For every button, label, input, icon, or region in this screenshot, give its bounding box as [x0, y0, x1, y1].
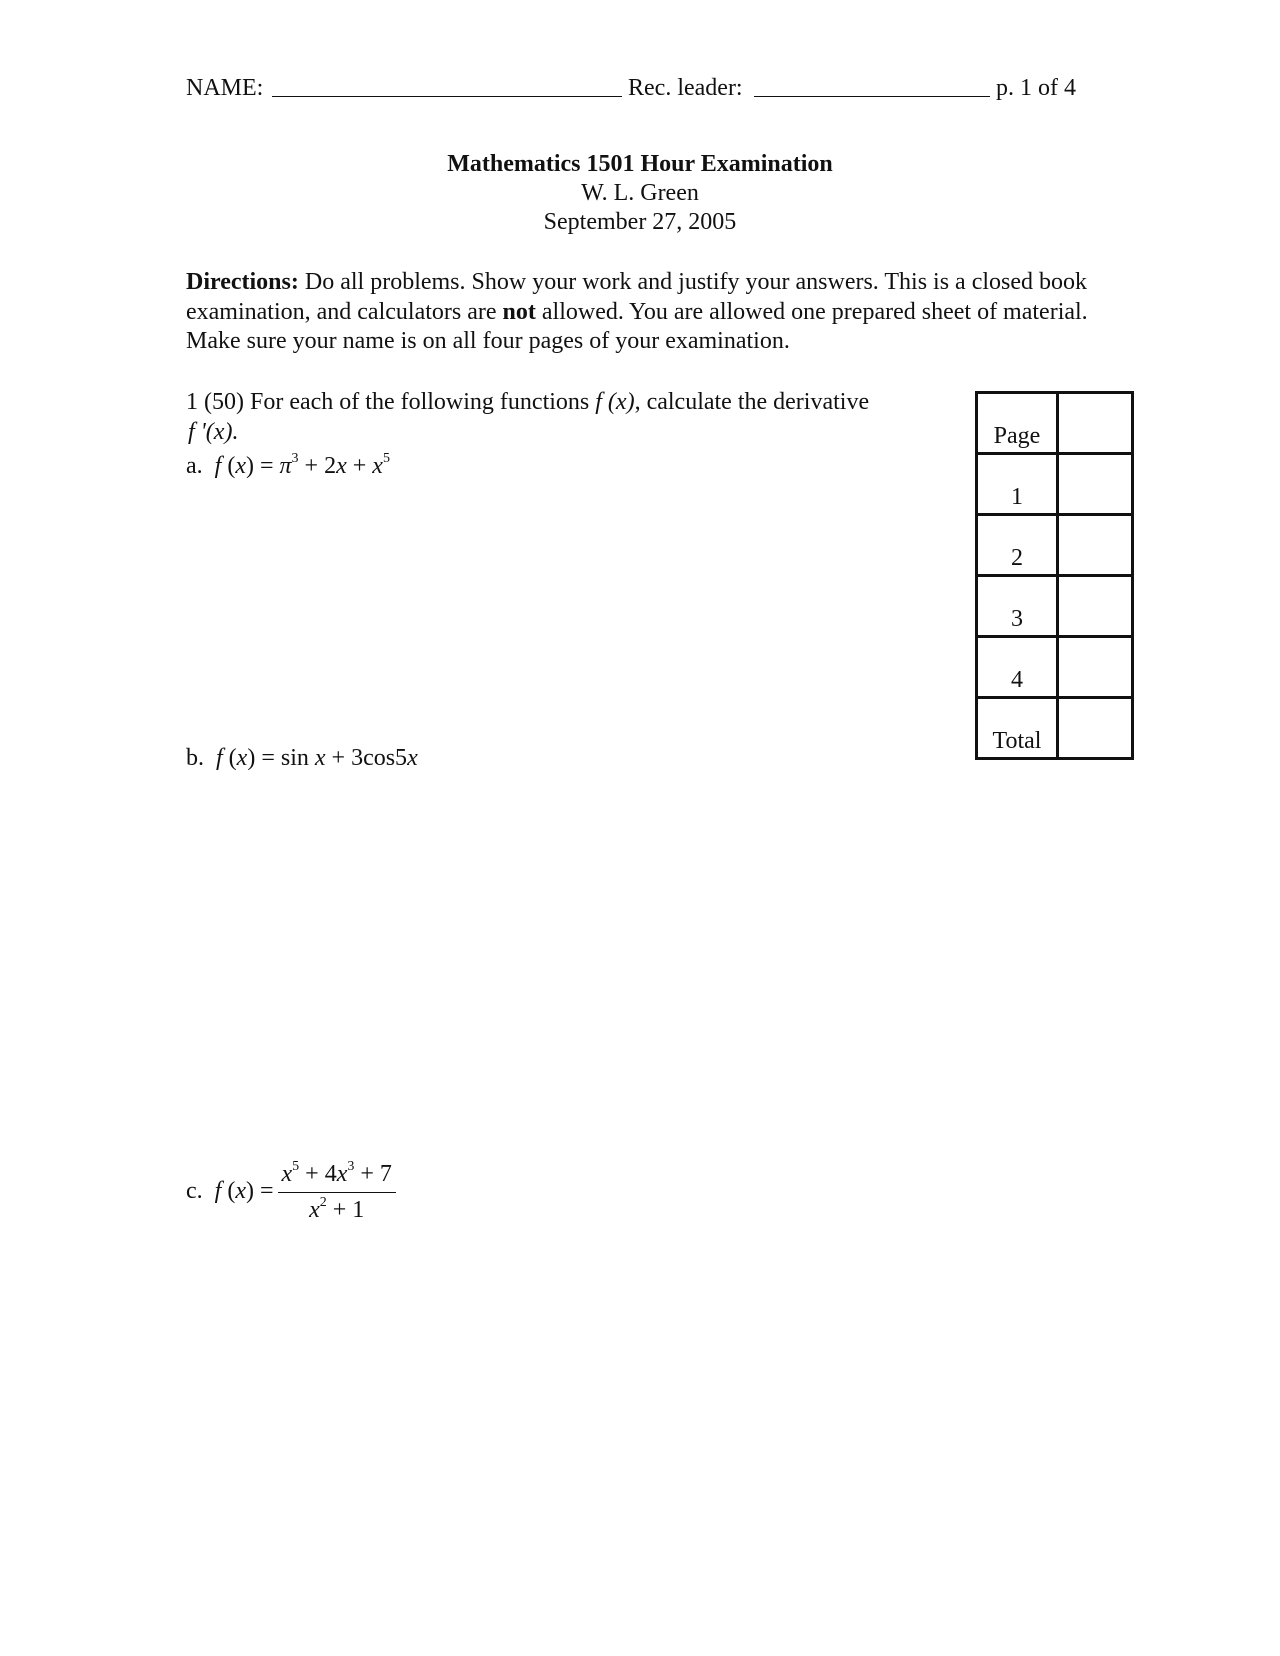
part-b: b. f (x) = sin x + 3cos5x — [186, 745, 418, 771]
score-cell-3[interactable] — [1058, 576, 1133, 637]
directions-text-1: Do all problems. Show your work and justify your answers. This is a closed book examination, and calculators are — [186, 269, 1088, 325]
part-c-label: c. — [186, 1178, 203, 1205]
score-cell-2[interactable] — [1058, 515, 1133, 576]
problem-1-intro-cont: , calculate the derivative — [634, 389, 870, 415]
score-label-total: Total — [977, 698, 1058, 759]
score-label-1: 1 — [977, 454, 1058, 515]
directions-emphasis: not — [502, 298, 536, 325]
part-c-numerator: $x^5 + 4x^3 + 7$ — [278, 1160, 396, 1193]
part-b-expression: f — [216, 745, 229, 771]
problem-1-derivative: f '(x). — [188, 419, 239, 445]
exam-author: W. L. Green — [581, 180, 699, 206]
part-c: c. f (x) = $\frac{x^5 + 4x^3 + 7}{x^2 + 1}$ — [186, 1160, 396, 1225]
part-c-denominator: $x^2 + 1$ — [309, 1195, 365, 1223]
part-a-expression: f — [214, 453, 228, 479]
part-c-expression: f — [214, 1178, 228, 1205]
directions-label: Directions: — [186, 269, 299, 295]
name-label: NAME: — [186, 75, 264, 101]
rec-leader-field[interactable] — [754, 74, 990, 104]
page-indicator: p. 1 of 4 — [996, 75, 1076, 101]
exam-title-block — [0, 150, 1280, 237]
score-row-2 — [977, 515, 1133, 576]
part-a-label: a. — [186, 453, 203, 479]
part-b-label: b. — [186, 745, 204, 771]
part-a: a. f $(x) = \pi^3 + 2x + x^5$ — [186, 451, 390, 479]
score-label-page: Page — [977, 393, 1058, 454]
score-cell-1[interactable] — [1058, 454, 1133, 515]
directions-text-2: allowed. You are allowed one prepared sheet of material. Make sure your name is on all four pages of your examination. — [186, 298, 1088, 354]
directions-paragraph — [186, 268, 1096, 357]
score-label-4: 4 — [977, 637, 1058, 698]
problem-1-intro-text: 1 (50) For each of the following functions — [186, 389, 590, 415]
score-cell-page[interactable] — [1058, 393, 1133, 454]
problem-1-fx: f (x) — [595, 389, 635, 415]
score-row-page — [977, 393, 1133, 454]
score-table — [975, 391, 1134, 760]
name-field[interactable] — [272, 74, 622, 104]
exam-date: September 27, 2005 — [543, 209, 737, 235]
score-cell-4[interactable] — [1058, 637, 1133, 698]
exam-title: Mathematics 1501 Hour Examination — [447, 151, 833, 177]
rec-leader-label: Rec. leader: — [628, 75, 743, 101]
score-cell-total[interactable] — [1058, 698, 1133, 759]
score-label-3: 3 — [977, 576, 1058, 637]
score-label-2: 2 — [977, 515, 1058, 576]
problem-1-intro — [186, 388, 869, 417]
score-row-1 — [977, 454, 1133, 515]
score-row-4 — [977, 637, 1133, 698]
score-row-total — [977, 698, 1133, 759]
part-c-fraction — [278, 1160, 396, 1225]
score-row-3 — [977, 576, 1133, 637]
